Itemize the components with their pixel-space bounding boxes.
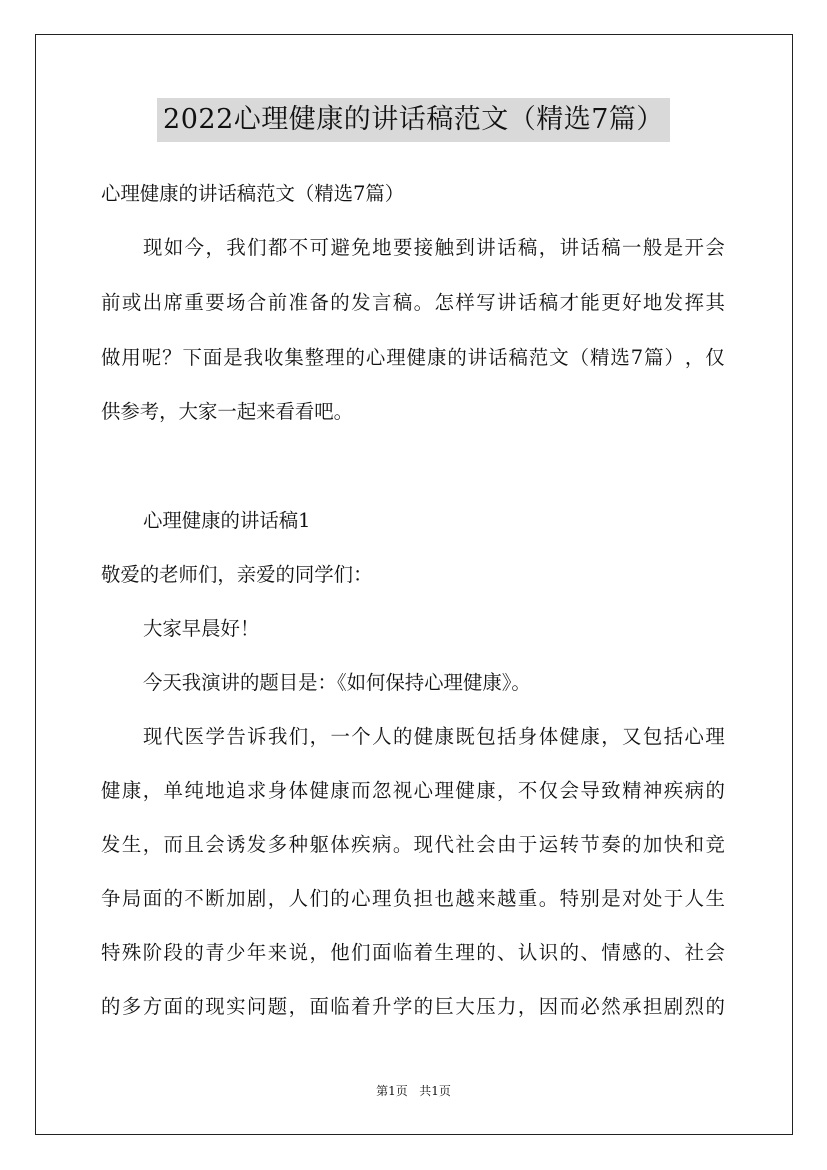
greeting: 大家早晨好！ [143,617,260,640]
intro-line: 现 如 今 ， 我 们 都 不 可 避 免 地 要 接 触 到 讲 话 稿 ， 讲 话 稿 一 般 是 开 会 [143,236,725,259]
section-heading: 心理健康的讲话稿1 [143,509,311,532]
intro-line: 供参考，大家一起来看看吧。 [101,400,354,423]
body-line: 的 多 方 面 的 现 实 问 题 ， 面 临 着 升 学 的 巨 大 压 力 ， 因 而 必 然 承 担 剧 烈 的 [101,995,725,1018]
page-footer [0,1083,827,1099]
page-number: 第1页 [376,1084,408,1098]
page-total: 共1页 [419,1084,451,1098]
title-container [0,98,827,142]
body-line: 现 代 医 学 告 诉 我 们 ， 一 个 人 的 健 康 既 包 括 身 体 健 康 ， 又 包 括 心 理 [143,725,725,748]
salutation: 敬爱的老师们，亲爱的同学们： [101,563,373,586]
body-line: 特 殊 阶 段 的 青 少 年 来 说 ， 他 们 面 临 着 生 理 的 、 认 识 的 、 情 感 的 、 社 会 [101,941,725,964]
document-title: 2022心理健康的讲话稿范文（精选7篇） [157,98,670,142]
intro-line: 做 用 呢 ？ 下 面 是 我 收 集 整 理 的 心 理 健 康 的 讲 话 稿 范 文 （ 精 选 7 篇 ） ， 仅 [101,346,725,369]
body-line: 发 生 ， 而 且 会 诱 发 多 种 躯 体 疾 病 。 现 代 社 会 由 于 运 转 节 奏 的 加 快 和 竞 [101,833,725,856]
intro-line: 前 或 出 席 重 要 场 合 前 准 备 的 发 言 稿 。 怎 样 写 讲 话 稿 才 能 更 好 地 发 挥 其 [101,291,725,314]
body-line: 争 局 面 的 不 断 加 剧 ， 人 们 的 心 理 负 担 也 越 来 越 重 。 特 别 是 对 处 于 人 生 [101,887,725,910]
speech-topic: 今天我演讲的题目是：《如何保持心理健康》。 [143,671,531,694]
body-line: 健 康 ， 单 纯 地 追 求 身 体 健 康 而 忽 视 心 理 健 康 ， 不 仅 会 导 致 精 神 疾 病 的 [101,779,725,802]
document-subtitle: 心理健康的讲话稿范文（精选7篇） [101,182,405,205]
